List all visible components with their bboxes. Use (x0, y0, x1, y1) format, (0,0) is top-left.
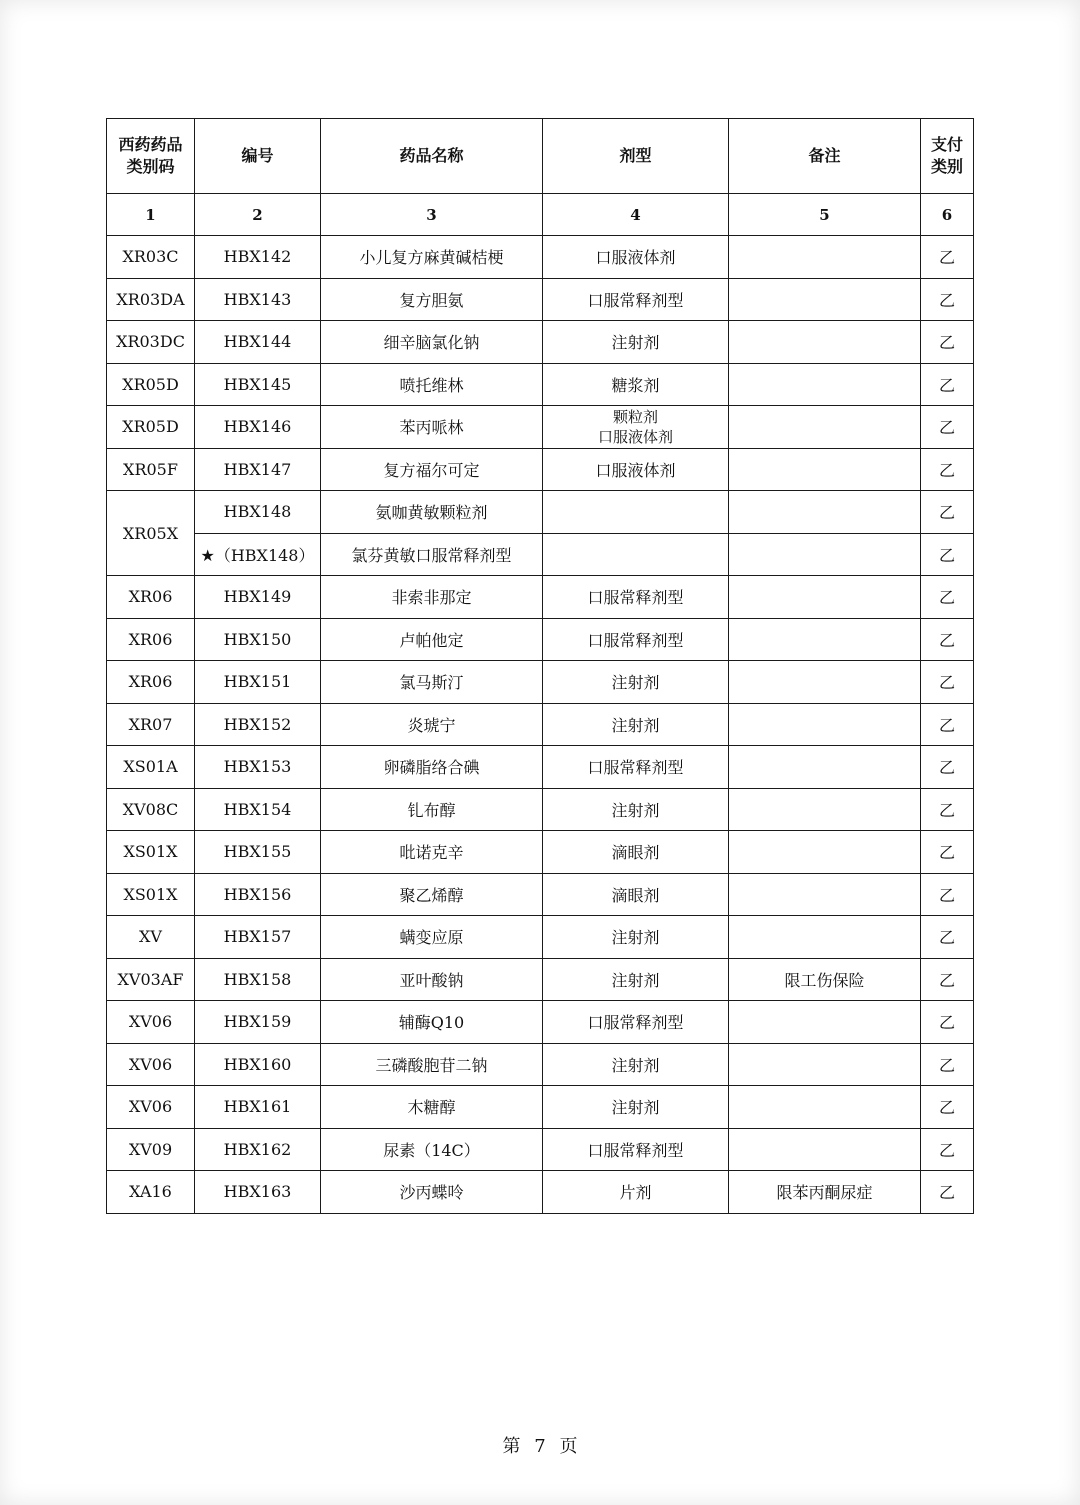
table-row (107, 1043, 974, 1086)
remarks-cell: 限苯丙酮尿症 (729, 1171, 921, 1214)
table-row (107, 746, 974, 789)
number-cell: HBX152 (195, 703, 321, 746)
remarks-cell: 限工伤保险 (729, 958, 921, 1001)
remarks-cell (729, 576, 921, 619)
remarks-cell (729, 1086, 921, 1129)
number-cell: HBX160 (195, 1043, 321, 1086)
table-row (107, 1171, 974, 1214)
remarks-cell (729, 831, 921, 874)
payment-category-cell: 乙 (921, 236, 974, 279)
header-payment-category: 支付 类别 (921, 119, 974, 194)
drug-name-cell: 炎琥宁 (321, 703, 543, 746)
drug-name-cell: 小儿复方麻黄碱桔梗 (321, 236, 543, 279)
payment-category-cell: 乙 (921, 1086, 974, 1129)
category-code-cell: XR03DC (107, 321, 195, 364)
dosage-form-cell (543, 491, 729, 534)
remarks-cell (729, 1001, 921, 1044)
payment-category-cell: 乙 (921, 448, 974, 491)
remarks-cell (729, 618, 921, 661)
drug-name-cell: 沙丙蝶呤 (321, 1171, 543, 1214)
remarks-cell (729, 406, 921, 449)
number-cell: HBX154 (195, 788, 321, 831)
category-code-cell: XR03C (107, 236, 195, 279)
page-footer (0, 1432, 1080, 1458)
dosage-form-cell: 滴眼剂 (543, 873, 729, 916)
payment-category-cell: 乙 (921, 363, 974, 406)
drug-name-cell: 三磷酸胞苷二钠 (321, 1043, 543, 1086)
remarks-cell (729, 661, 921, 704)
number-cell: HBX143 (195, 278, 321, 321)
dosage-form-line: 口服液体剂 (597, 427, 673, 446)
number-cell: HBX163 (195, 1171, 321, 1214)
table-row (107, 576, 974, 619)
category-code-cell: XV06 (107, 1043, 195, 1086)
category-code-cell: XR07 (107, 703, 195, 746)
drug-name-cell: 吡诺克辛 (321, 831, 543, 874)
dosage-form-cell: 注射剂 (543, 1086, 729, 1129)
table-row (107, 1086, 974, 1129)
drug-name-cell: 喷托维林 (321, 363, 543, 406)
payment-category-cell: 乙 (921, 1128, 974, 1171)
table-row (107, 278, 974, 321)
dosage-form-cell: 注射剂 (543, 321, 729, 364)
remarks-cell (729, 236, 921, 279)
drug-list-table (106, 118, 974, 1214)
number-cell: HBX151 (195, 661, 321, 704)
number-cell: HBX145 (195, 363, 321, 406)
category-code-cell: XR05F (107, 448, 195, 491)
drug-name-cell: 复方胆氨 (321, 278, 543, 321)
remarks-cell (729, 321, 921, 364)
payment-category-cell: 乙 (921, 278, 974, 321)
drug-name-cell: 氯马斯汀 (321, 661, 543, 704)
drug-name-cell: 聚乙烯醇 (321, 873, 543, 916)
dosage-form-line: 颗粒剂 (612, 407, 658, 426)
payment-category-cell: 乙 (921, 916, 974, 959)
payment-category-cell: 乙 (921, 958, 974, 1001)
category-code-cell: XV09 (107, 1128, 195, 1171)
table-row (107, 236, 974, 279)
remarks-cell (729, 363, 921, 406)
column-number-row (107, 194, 974, 236)
payment-category-cell: 乙 (921, 491, 974, 534)
dosage-form-cell: 片剂 (543, 1171, 729, 1214)
dosage-form-cell: 口服常释剂型 (543, 746, 729, 789)
table-row (107, 916, 974, 959)
page-suffix: 页 (559, 1436, 578, 1457)
table-row (107, 406, 974, 449)
dosage-form-cell: 口服常释剂型 (543, 278, 729, 321)
table-body (107, 236, 974, 1214)
drug-name-cell: 亚叶酸钠 (321, 958, 543, 1001)
table-row (107, 363, 974, 406)
payment-category-cell: 乙 (921, 576, 974, 619)
number-cell: HBX146 (195, 406, 321, 449)
drug-name-cell: 苯丙哌林 (321, 406, 543, 449)
category-code-cell: XR05D (107, 363, 195, 406)
remarks-cell (729, 746, 921, 789)
table-row (107, 831, 974, 874)
category-code-cell: XR05D (107, 406, 195, 449)
number-cell: HBX155 (195, 831, 321, 874)
category-code-cell: XS01X (107, 873, 195, 916)
payment-category-cell: 乙 (921, 703, 974, 746)
table-row (107, 958, 974, 1001)
column-number: 3 (321, 194, 543, 236)
payment-category-cell: 乙 (921, 831, 974, 874)
number-cell: HBX148 (195, 491, 321, 534)
dosage-form-cell: 滴眼剂 (543, 831, 729, 874)
number-cell: HBX161 (195, 1086, 321, 1129)
payment-category-cell: 乙 (921, 1001, 974, 1044)
table-row (107, 661, 974, 704)
column-number: 4 (543, 194, 729, 236)
payment-category-cell: 乙 (921, 873, 974, 916)
table-row (107, 321, 974, 364)
table-row (107, 788, 974, 831)
column-number: 6 (921, 194, 974, 236)
category-code-cell: XS01A (107, 746, 195, 789)
remarks-cell (729, 1128, 921, 1171)
dosage-form-cell: 口服液体剂 (543, 448, 729, 491)
payment-category-cell: 乙 (921, 321, 974, 364)
number-cell: HBX144 (195, 321, 321, 364)
category-code-cell: XV06 (107, 1001, 195, 1044)
drug-name-cell: 尿素（14C） (321, 1128, 543, 1171)
payment-category-cell: 乙 (921, 746, 974, 789)
dosage-form-cell: 口服常释剂型 (543, 1001, 729, 1044)
number-cell: HBX147 (195, 448, 321, 491)
dosage-form-cell: 口服液体剂 (543, 236, 729, 279)
remarks-cell (729, 1043, 921, 1086)
category-code-cell: XV08C (107, 788, 195, 831)
remarks-cell (729, 873, 921, 916)
category-code-cell: XS01X (107, 831, 195, 874)
table-row (107, 873, 974, 916)
drug-name-cell: 辅酶Q10 (321, 1001, 543, 1044)
remarks-cell (729, 278, 921, 321)
number-cell: HBX158 (195, 958, 321, 1001)
category-code-cell: XV06 (107, 1086, 195, 1129)
drug-name-cell: 木糖醇 (321, 1086, 543, 1129)
remarks-cell (729, 703, 921, 746)
number-cell: HBX162 (195, 1128, 321, 1171)
header-remarks: 备注 (729, 119, 921, 194)
remarks-cell (729, 533, 921, 576)
header-drug-name: 药品名称 (321, 119, 543, 194)
dosage-form-cell: 口服常释剂型 (543, 576, 729, 619)
remarks-cell (729, 448, 921, 491)
payment-category-cell: 乙 (921, 618, 974, 661)
drug-name-cell: 氯芬黄敏口服常释剂型 (321, 533, 543, 576)
payment-category-cell: 乙 (921, 788, 974, 831)
dosage-form-cell: 注射剂 (543, 788, 729, 831)
dosage-form-cell: 口服常释剂型 (543, 1128, 729, 1171)
number-cell: HBX150 (195, 618, 321, 661)
category-code-cell: XR06 (107, 661, 195, 704)
number-cell: ★（HBX148） (195, 533, 321, 576)
category-code-cell: XA16 (107, 1171, 195, 1214)
drug-name-cell: 氨咖黄敏颗粒剂 (321, 491, 543, 534)
remarks-cell (729, 491, 921, 534)
drug-name-cell: 卢帕他定 (321, 618, 543, 661)
payment-category-cell: 乙 (921, 406, 974, 449)
payment-category-cell: 乙 (921, 661, 974, 704)
table-row (107, 618, 974, 661)
dosage-form-cell: 注射剂 (543, 661, 729, 704)
drug-name-cell: 细辛脑氯化钠 (321, 321, 543, 364)
dosage-form-cell: 注射剂 (543, 958, 729, 1001)
table-row (107, 1001, 974, 1044)
table-row (107, 1128, 974, 1171)
remarks-cell (729, 916, 921, 959)
dosage-form-cell: 注射剂 (543, 703, 729, 746)
number-cell: HBX159 (195, 1001, 321, 1044)
category-code-cell: XR03DA (107, 278, 195, 321)
page-number: 7 (534, 1436, 546, 1457)
dosage-form-cell (543, 406, 729, 449)
column-number: 5 (729, 194, 921, 236)
category-code-cell: XR06 (107, 576, 195, 619)
header-number: 编号 (195, 119, 321, 194)
drug-name-cell: 非索非那定 (321, 576, 543, 619)
table-header-row (107, 119, 974, 194)
payment-category-cell: 乙 (921, 533, 974, 576)
number-cell: HBX142 (195, 236, 321, 279)
category-code-cell: XR06 (107, 618, 195, 661)
column-number: 1 (107, 194, 195, 236)
number-cell: HBX153 (195, 746, 321, 789)
table-row (107, 703, 974, 746)
dosage-form-cell: 口服常释剂型 (543, 618, 729, 661)
number-cell: HBX156 (195, 873, 321, 916)
category-code-cell: XV (107, 916, 195, 959)
table-row (107, 533, 974, 576)
number-cell: HBX157 (195, 916, 321, 959)
dosage-form-cell: 注射剂 (543, 916, 729, 959)
table-row (107, 491, 974, 534)
dosage-form-cell: 注射剂 (543, 1043, 729, 1086)
drug-name-cell: 钆布醇 (321, 788, 543, 831)
column-number: 2 (195, 194, 321, 236)
drug-name-cell: 螨变应原 (321, 916, 543, 959)
table-row (107, 448, 974, 491)
header-dosage-form: 剂型 (543, 119, 729, 194)
drug-name-cell: 卵磷脂络合碘 (321, 746, 543, 789)
header-category-code: 西药药品 类别码 (107, 119, 195, 194)
number-cell: HBX149 (195, 576, 321, 619)
category-code-cell: XR05X (107, 491, 195, 576)
category-code-cell: XV03AF (107, 958, 195, 1001)
drug-name-cell: 复方福尔可定 (321, 448, 543, 491)
page-prefix: 第 (502, 1436, 521, 1457)
dosage-form-cell (543, 533, 729, 576)
remarks-cell (729, 788, 921, 831)
payment-category-cell: 乙 (921, 1171, 974, 1214)
payment-category-cell: 乙 (921, 1043, 974, 1086)
dosage-form-cell: 糖浆剂 (543, 363, 729, 406)
